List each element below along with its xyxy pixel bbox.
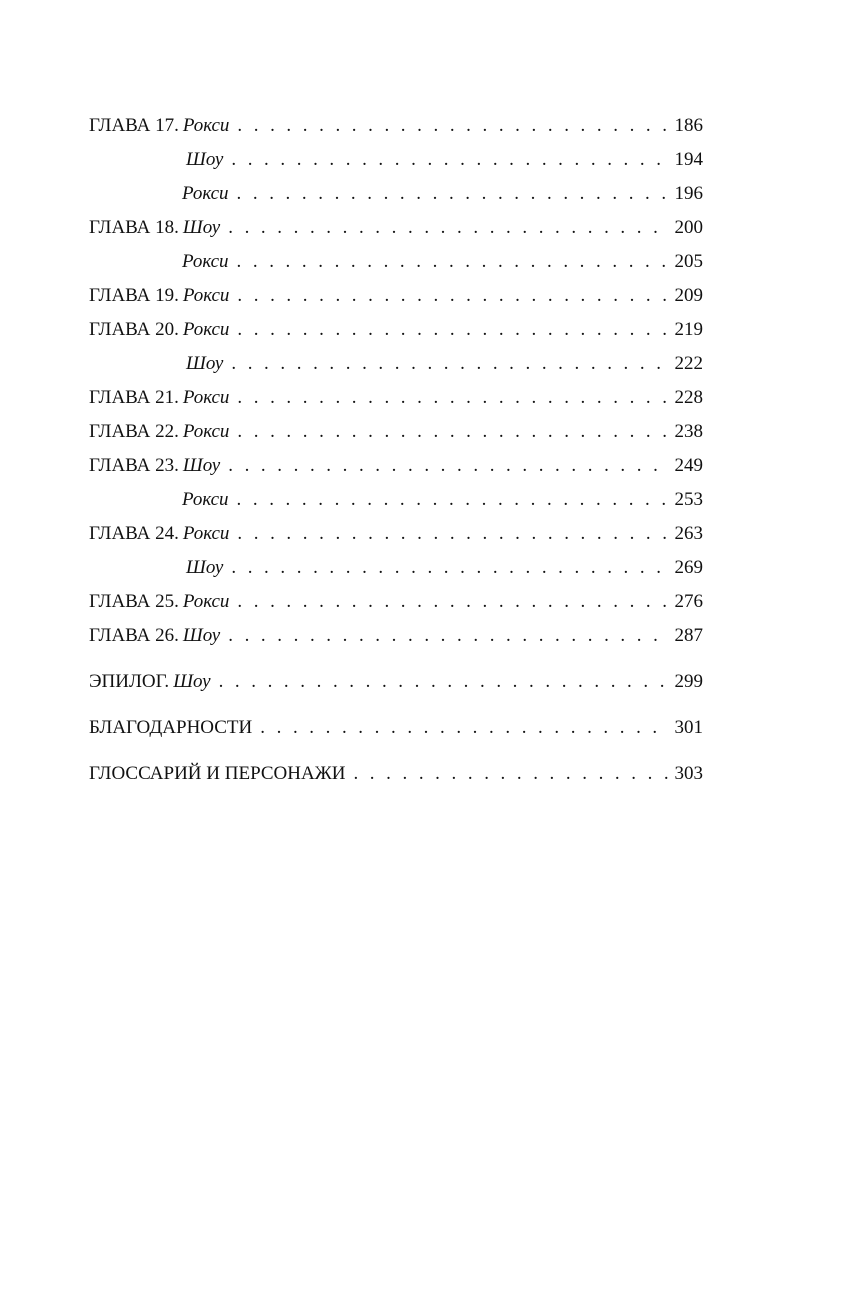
toc-entry-name: Рокси [182,251,229,272]
dot-leader [237,316,668,344]
toc-entry-prefix: ГЛАВА 20. [89,319,179,340]
toc-entry-prefix: ГЛАВА 26. [89,625,179,646]
toc-entry-prefix: ГЛАВА 21. [89,387,179,408]
toc-entry-page: 287 [674,625,703,646]
toc-entry-chapter-23[interactable] [89,452,703,486]
toc-entry-chapter-18-sub-1[interactable] [89,248,703,282]
toc-entry-page: 301 [674,717,703,738]
toc-entry-chapter-23-sub-1[interactable] [89,486,703,520]
toc-entry-chapter-17-sub-2[interactable] [89,180,703,214]
dot-leader [237,418,668,446]
toc-entry-chapter-21[interactable] [89,384,703,418]
toc-entry-chapter-17[interactable] [89,112,703,146]
dot-leader [260,714,668,742]
dot-leader [353,760,668,788]
toc-entry-chapter-22[interactable] [89,418,703,452]
dot-leader [231,146,668,174]
toc-entry-prefix: ГЛАВА 17. [89,115,179,136]
toc-entry-page: 194 [674,149,703,170]
toc-entry-acknowledgements[interactable] [89,714,703,748]
dot-leader [237,180,669,208]
toc-entry-name: Рокси [182,421,230,442]
toc-entry-page: 222 [674,353,703,374]
dot-leader [237,248,669,276]
toc-entry-chapter-24[interactable] [89,520,703,554]
dot-leader [231,554,668,582]
toc-entry-chapter-17-sub-1[interactable] [89,146,703,180]
toc-entry-name: Шоу [182,625,221,646]
toc-entry-prefix: ЭПИЛОГ. [89,671,170,692]
toc-entry-prefix: ГЛОССАРИЙ И ПЕРСОНАЖИ [89,763,346,784]
toc-entry-name: Рокси [182,489,229,510]
dot-leader [219,668,669,696]
toc-entry-chapter-24-sub-1[interactable] [89,554,703,588]
toc-entry-page: 186 [674,115,703,136]
toc-entry-prefix: ГЛАВА 19. [89,285,179,306]
toc-entry-page: 253 [674,489,703,510]
toc-entry-name: Шоу [173,671,211,692]
toc-entry-name: Шоу [182,217,221,238]
dot-leader [237,520,668,548]
dot-leader [228,214,668,242]
toc-entry-name: Рокси [182,285,230,306]
toc-entry-prefix: ГЛАВА 24. [89,523,179,544]
toc-entry-page: 205 [674,251,703,272]
toc-entry-page: 209 [674,285,703,306]
toc-entry-epilogue[interactable] [89,668,703,702]
toc-entry-name: Шоу [186,149,224,170]
toc-entry-prefix: ГЛАВА 22. [89,421,179,442]
toc-entry-name: Рокси [182,319,230,340]
dot-leader [228,622,668,650]
dot-leader [237,486,669,514]
toc-entry-name: Рокси [182,523,230,544]
dot-leader [237,384,668,412]
toc-entry-chapter-26[interactable] [89,622,703,656]
toc-entry-chapter-18[interactable] [89,214,703,248]
toc-entry-page: 196 [674,183,703,204]
table-of-contents [89,112,703,794]
dot-leader [228,452,668,480]
toc-entry-page: 219 [674,319,703,340]
dot-leader [231,350,668,378]
toc-entry-name: Шоу [182,455,221,476]
toc-entry-glossary[interactable] [89,760,703,794]
toc-entry-prefix: ГЛАВА 25. [89,591,179,612]
toc-entry-page: 228 [674,387,703,408]
toc-entry-page: 263 [674,523,703,544]
toc-entry-name: Рокси [182,387,230,408]
dot-leader [237,282,668,310]
dot-leader [237,112,668,140]
toc-entry-name: Шоу [186,557,224,578]
toc-entry-page: 299 [674,671,703,692]
toc-entry-page: 276 [674,591,703,612]
toc-entry-page: 269 [674,557,703,578]
toc-entry-page: 200 [674,217,703,238]
toc-entry-chapter-20-sub-1[interactable] [89,350,703,384]
toc-entry-chapter-20[interactable] [89,316,703,350]
toc-entry-page: 303 [674,763,703,784]
dot-leader [237,588,668,616]
toc-entry-prefix: БЛАГОДАРНОСТИ [89,717,253,738]
toc-entry-name: Шоу [186,353,224,374]
toc-entry-chapter-19[interactable] [89,282,703,316]
toc-entry-prefix: ГЛАВА 18. [89,217,179,238]
toc-entry-name: Рокси [182,115,230,136]
toc-entry-page: 249 [674,455,703,476]
toc-entry-name: Рокси [182,183,229,204]
toc-entry-chapter-25[interactable] [89,588,703,622]
toc-entry-prefix: ГЛАВА 23. [89,455,179,476]
toc-entry-page: 238 [674,421,703,442]
toc-entry-name: Рокси [182,591,230,612]
